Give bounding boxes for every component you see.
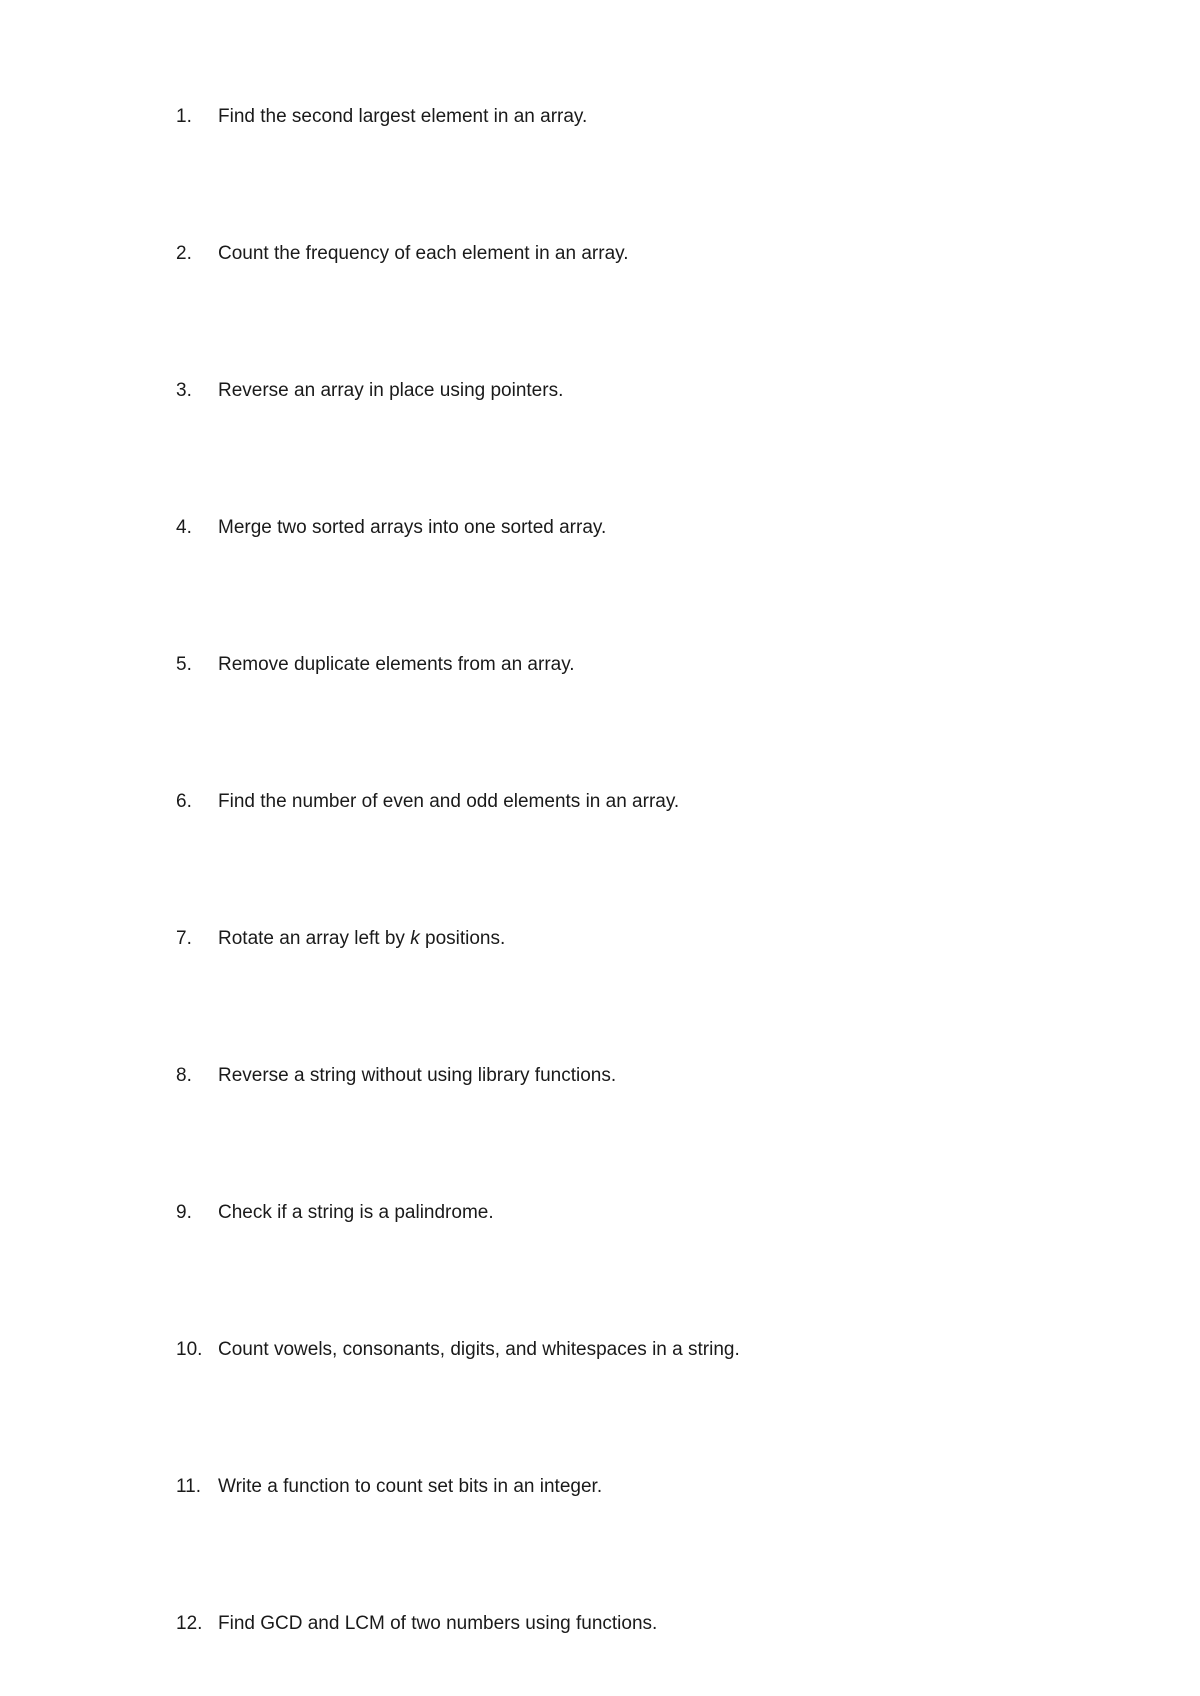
question-text [218, 928, 505, 949]
question-text: Reverse an array in place using pointers. [218, 380, 564, 401]
question-number: 1. [176, 106, 192, 127]
question-text: Count the frequency of each element in an array. [218, 243, 629, 264]
question-number: 8. [176, 1065, 192, 1086]
question-item [176, 650, 575, 680]
question-text-part: positions. [419, 928, 506, 949]
question-item [176, 1472, 602, 1502]
question-text: Find the number of even and odd elements in an array. [218, 791, 680, 812]
question-number: 3. [176, 380, 192, 401]
question-number: 2. [176, 243, 192, 264]
question-number: 9. [176, 1202, 192, 1223]
question-item [176, 924, 505, 954]
question-item [176, 239, 629, 269]
question-text: Write a function to count set bits in an integer. [218, 1476, 603, 1497]
question-number: 12. [176, 1613, 203, 1634]
question-number: 5. [176, 654, 192, 675]
question-text: Find the second largest element in an array. [218, 106, 588, 127]
question-text: Count vowels, consonants, digits, and whitespaces in a string. [218, 1339, 740, 1360]
question-text-italic: k [410, 928, 420, 949]
question-text: Find GCD and LCM of two numbers using functions. [218, 1613, 658, 1634]
question-text: Remove duplicate elements from an array. [218, 654, 575, 675]
question-number: 4. [176, 517, 192, 538]
question-item [176, 102, 587, 132]
question-item [176, 376, 563, 406]
question-number: 11. [176, 1476, 202, 1497]
question-item [176, 1609, 657, 1639]
question-number: 7. [176, 928, 192, 949]
question-text: Reverse a string without using library functions. [218, 1065, 617, 1086]
question-item [176, 1335, 740, 1365]
question-item [176, 1198, 494, 1228]
question-number: 6. [176, 791, 192, 812]
question-item [176, 513, 606, 543]
question-number: 10. [176, 1339, 203, 1360]
question-item [176, 787, 679, 817]
question-text: Merge two sorted arrays into one sorted array. [218, 517, 607, 538]
question-text-part: Rotate an array left by [218, 928, 411, 949]
question-item [176, 1061, 616, 1091]
question-text: Check if a string is a palindrome. [218, 1202, 494, 1223]
